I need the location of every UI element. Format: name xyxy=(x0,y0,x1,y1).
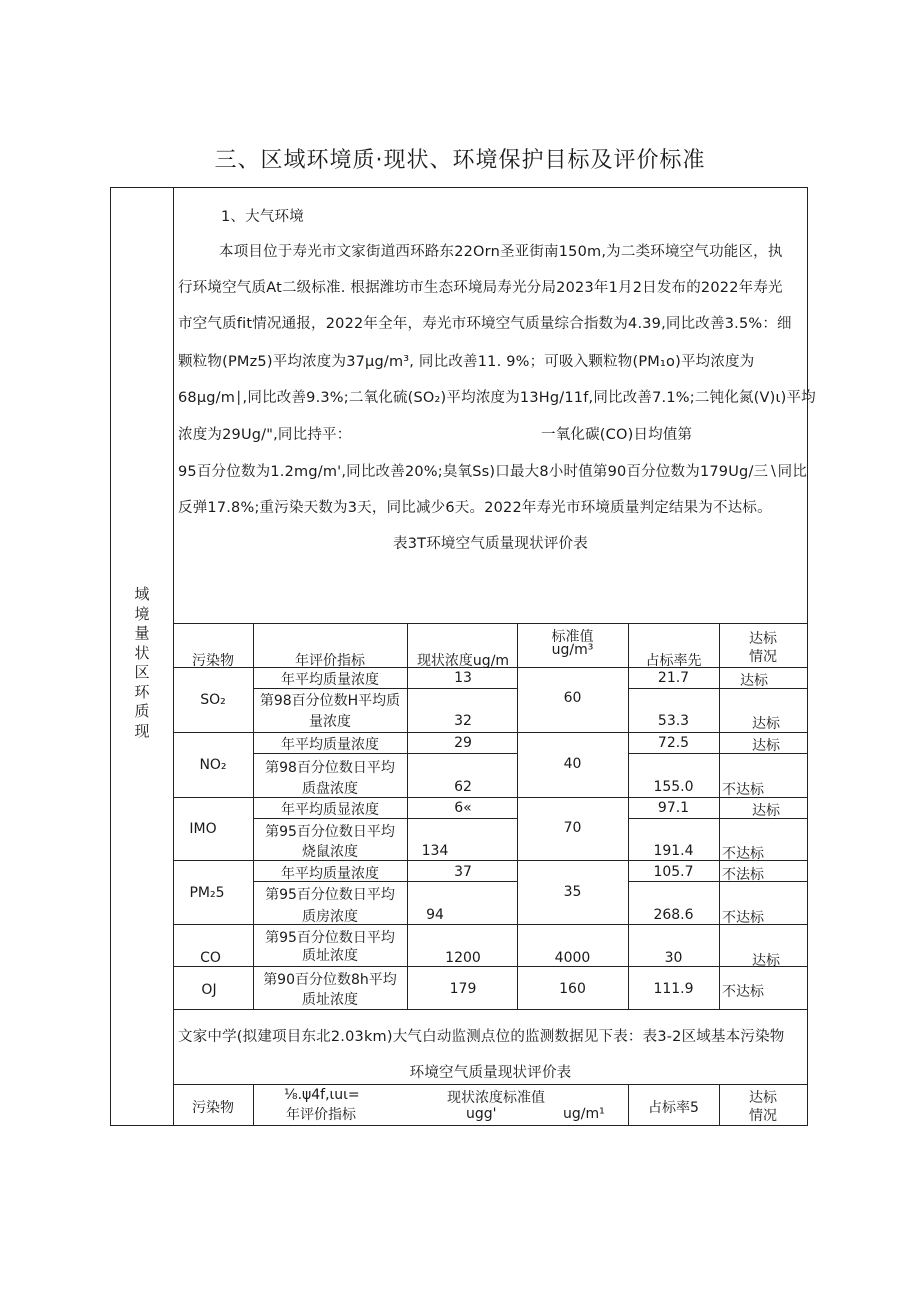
t2-h-indicator: 年评价指标 xyxy=(286,1107,356,1123)
t1-status: 达标 xyxy=(752,953,780,969)
frame-top xyxy=(110,187,808,188)
t2-h-conc-unit: ugg' xyxy=(466,1106,497,1122)
t1-pollutant: IMO xyxy=(189,821,217,837)
text-line-8: 反弹17.8%;重污染天数为3天，同比减少6天。2022年寿光市环境质量判定结果为不达标。 xyxy=(178,500,772,516)
t1-standard: 160 xyxy=(559,981,586,997)
t1-h-pass-1: 达标 xyxy=(749,631,777,647)
t1-conc: 134 xyxy=(421,843,449,859)
t1-g1-bottom xyxy=(173,732,808,733)
t1-status: 达标 xyxy=(752,716,780,732)
t1-ratio: 72.5 xyxy=(657,735,690,751)
t1-h-pollutant: 污染物 xyxy=(192,653,234,669)
t1-indicator-2: 质盘浓度 xyxy=(302,781,358,797)
t1-ratio: 111.9 xyxy=(653,981,694,997)
t1-indicator-2: 量浓度 xyxy=(309,714,351,730)
t2-h-std-unit: ug∕m¹ xyxy=(563,1106,605,1122)
side-label: 域境量状区环质现 xyxy=(134,585,150,740)
t1-pollutant: CO xyxy=(200,950,221,966)
t1-status: 不法标 xyxy=(722,867,764,883)
t1-col5 xyxy=(719,623,720,1009)
t1-h-pass-2: 情况 xyxy=(749,649,777,665)
t1-indicator: 第98百分位数日平均 xyxy=(265,760,395,776)
t1-standard: 4000 xyxy=(554,950,591,966)
t1-h-std-1: 标准值 xyxy=(551,629,594,645)
t1-no2-mid-r xyxy=(628,753,808,754)
t1-indicator: 年平均质显浓度 xyxy=(281,802,379,818)
t1-conc: 29 xyxy=(454,735,472,751)
t1-status: 不达标 xyxy=(722,782,764,798)
t2-h-conc: 现状浓度标准值 xyxy=(447,1090,545,1106)
t1-ratio: 53.3 xyxy=(657,713,690,729)
t1-ratio: 191.4 xyxy=(653,843,694,859)
t1-indicator-2: 烧鼠浓度 xyxy=(302,844,358,860)
t1-indicator-2: 质址浓度 xyxy=(302,948,358,964)
t1-pm10-mid-r xyxy=(628,818,808,819)
t1-top xyxy=(173,623,808,624)
t1-indicator: 第95百分位数日平均 xyxy=(265,887,395,903)
t1-h-ratio: 占标率先 xyxy=(645,653,702,669)
t2-h-indicator-top: ⅛.ψ4f,ιuι= xyxy=(284,1087,360,1103)
t1-status: 达标 xyxy=(752,738,780,754)
t1-indicator: 第95百分位数日平均 xyxy=(265,824,395,840)
t1-standard: 35 xyxy=(563,884,582,900)
after-table-line-1: 文家中学(拟建项目东北2.03km)大气白动监测点位的监测数据见下表：表3-2区域基本污染物 xyxy=(178,1029,785,1045)
t1-conc: 32 xyxy=(454,713,472,729)
t2-col1 xyxy=(253,1084,254,1126)
text-line-1: 本项目位于寿光市文家街道西环路东22Orn圣亚街南150m,为二类环境空气功能区，执 xyxy=(219,244,783,260)
text-line-6a: 浓度为29Ug∕",同比持平： xyxy=(178,427,352,443)
frame-right xyxy=(807,187,808,1126)
frame-left xyxy=(110,187,111,1126)
t1-ratio: 30 xyxy=(664,950,683,966)
t1-conc: 6« xyxy=(454,800,472,816)
t1-status: 不达标 xyxy=(722,846,764,862)
text-line-2: 行环境空气质At二级标准. 根据潍坊市生态环境局寿光分局2023年1月2日发布的2022年寿光 xyxy=(178,280,783,296)
text-line-6b: 一氧化碳(CO)日均值第 xyxy=(541,427,693,443)
t1-indicator-2: 质房浓度 xyxy=(302,909,358,925)
t1-h-std-2: ug∕m³ xyxy=(551,642,594,658)
t1-conc: 1200 xyxy=(445,950,481,966)
t1-status: 达标 xyxy=(740,673,768,689)
t1-indicator: 第90百分位数8h平均 xyxy=(263,972,397,988)
t1-indicator-2: 质址浓度 xyxy=(302,992,358,1008)
t1-ratio: 268.6 xyxy=(653,907,694,923)
t1-indicator: 年平均质量浓度 xyxy=(281,737,379,753)
t1-standard: 40 xyxy=(563,756,582,772)
t1-pollutant: PM₂5 xyxy=(189,885,225,901)
text-line-3: 市空气质fit情况通报，2022年全年，寿光市环境空气质量综合指数为4.39,同比改善3.5%：细 xyxy=(178,316,792,332)
t1-pm25-mid-r xyxy=(628,881,808,882)
page-title: 三、区域环境质·现状、环境保护目标及评价标准 xyxy=(214,148,706,173)
t1-pollutant: SO₂ xyxy=(200,692,226,708)
t2-top xyxy=(173,1084,808,1085)
t1-ratio: 97.1 xyxy=(657,800,690,816)
t1-ratio: 105.7 xyxy=(653,864,694,880)
t1-conc: 179 xyxy=(449,981,477,997)
t1-pollutant: OJ xyxy=(201,982,217,998)
t1-indicator: 第98百分位数H平均质 xyxy=(259,693,401,709)
t1-conc: 13 xyxy=(454,670,472,686)
t1-indicator: 年平均质量浓度 xyxy=(281,672,379,688)
t1-ratio: 21.7 xyxy=(657,670,690,686)
text-line-4: 颗粒物(PMz5)平均浓度为37μg∕m³, 同比改善11. 9%；可吸入颗粒物(PM₁o)平均浓度为 xyxy=(178,354,755,370)
text-line-7: 95百分位数为1.2mg∕m',同比改善20%;臭氧Ss)口最大8小时值第90百分位数为179Ug∕三∖同比 xyxy=(178,464,808,480)
t1-ratio: 155.0 xyxy=(653,779,694,795)
t1-status: 达标 xyxy=(752,803,780,819)
t1-standard: 60 xyxy=(563,690,582,706)
after-table-line-2: 环境空气质量现状评价表 xyxy=(409,1065,572,1081)
table1-caption: 表3T环境空气质量现状评价表 xyxy=(393,536,588,552)
t1-h-conc: 现状浓度ug∕m xyxy=(416,653,510,669)
t1-conc: 62 xyxy=(454,779,472,795)
t1-conc: 94 xyxy=(426,907,444,923)
section-heading: 1、大气环境 xyxy=(221,209,304,225)
t2-h-ratio: 占标率5 xyxy=(648,1100,699,1116)
t1-standard: 70 xyxy=(563,820,582,836)
t1-indicator: 第95百分位数日平均 xyxy=(265,930,395,946)
t1-pollutant: NO₂ xyxy=(199,757,227,773)
t1-h-indicator: 年评价指标 xyxy=(295,653,365,669)
t1-g5-bottom xyxy=(173,966,808,967)
t2-h-pass-2: 情况 xyxy=(749,1108,777,1124)
t2-h-pass-1: 达标 xyxy=(749,1090,777,1106)
t1-conc: 37 xyxy=(454,864,472,880)
t1-so2-mid-r xyxy=(628,688,808,689)
t1-status: 不达标 xyxy=(722,910,764,926)
text-line-5: 68μg∕m∣,同比改善9.3%;二氧化硫(SO₂)平均浓度为13Hg∕11f,同比改善7.1%;二钝化氮(V)ι)平均 xyxy=(178,390,816,406)
t1-indicator: 年平均质量浓度 xyxy=(281,866,379,882)
t1-bottom xyxy=(173,1009,808,1010)
t1-status: 不达标 xyxy=(722,984,764,1000)
t2-h-pollutant: 污染物 xyxy=(192,1100,234,1116)
frame-bottom xyxy=(110,1125,808,1126)
